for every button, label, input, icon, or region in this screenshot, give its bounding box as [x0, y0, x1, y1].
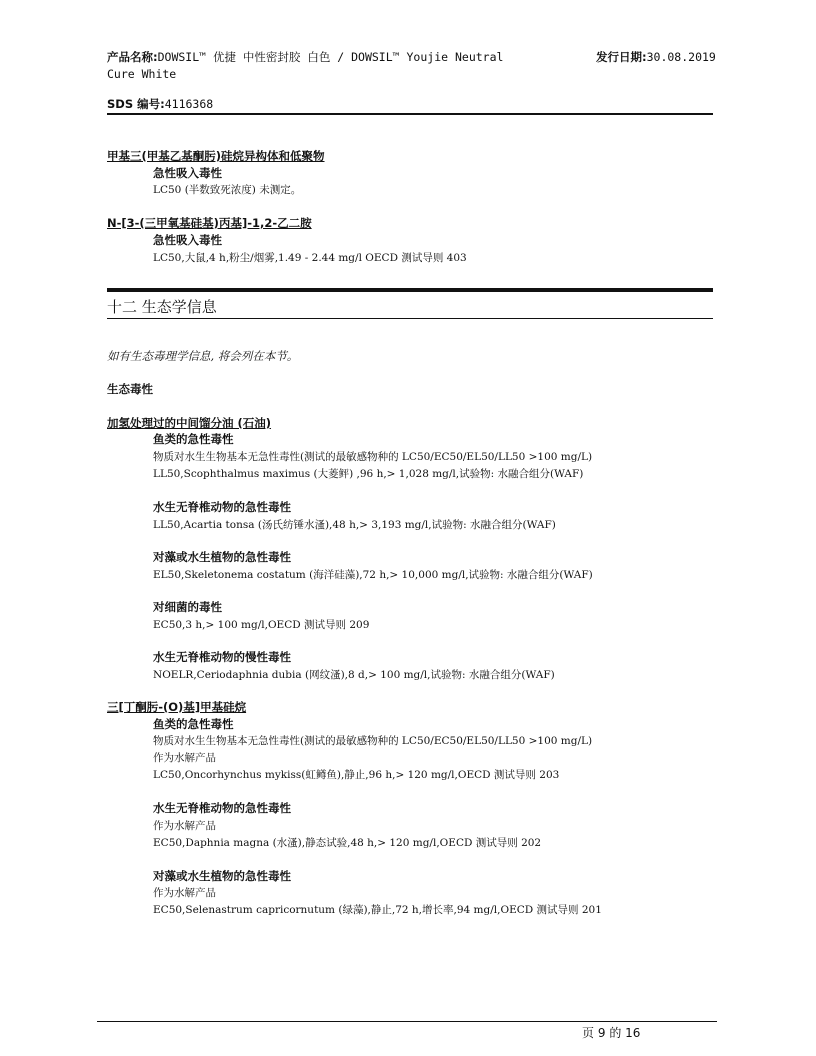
- endpoint-heading: 对细菌的毒性: [153, 600, 222, 614]
- issue-date: [596, 49, 716, 66]
- sds-number-value: 4116368: [164, 97, 214, 111]
- substance-name: N-[3-(三甲氧基硅基)丙基]-1,2-乙二胺: [107, 216, 312, 230]
- endpoint-value: EC50,Selenastrum capricornutum (绿藻),静止,72 h,增长率,94 mg/l,OECD 测试导则 201: [153, 904, 602, 916]
- endpoint-value: 物质对水生生物基本无急性毒性(测试的最敏感物种的 LC50/EC50/EL50/LL50 >100 mg/L): [153, 735, 593, 747]
- endpoint-value: 作为水解产品: [153, 752, 216, 764]
- product-name-continued: Cure White: [107, 67, 177, 81]
- endpoint-heading: 急性吸入毒性: [153, 166, 222, 180]
- substance-name: 三[丁酮肟-(O)基]甲基硅烷: [107, 700, 247, 714]
- footer-rule: [97, 1021, 717, 1022]
- endpoint-value: LC50 (半数致死浓度) 未测定。: [153, 184, 302, 196]
- page-total: 16: [625, 1026, 641, 1040]
- sds-number-label: SDS 编号:: [107, 97, 165, 111]
- sds-number: [107, 96, 213, 113]
- endpoint-heading: 对藻或水生植物的急性毒性: [153, 869, 291, 883]
- endpoint-value: LC50,Oncorhynchus mykiss(虹鳟鱼),静止,96 h,> 120 mg/l,OECD 测试导则 203: [153, 769, 560, 781]
- endpoint-value: 作为水解产品: [153, 820, 216, 832]
- endpoint-value: EC50,Daphnia magna (水溞),静态试验,48 h,> 120 mg/l,OECD 测试导则 202: [153, 837, 542, 849]
- page-prefix: 页: [582, 1026, 595, 1040]
- ecotoxicity-heading: 生态毒性: [107, 382, 153, 396]
- endpoint-heading: 急性吸入毒性: [153, 233, 222, 247]
- endpoint-value: LL50,Scophthalmus maximus (大菱鲆) ,96 h,> 1,028 mg/l,试验物: 水融合组分(WAF): [153, 468, 584, 480]
- substance-name: 加氢处理过的中间馏分油 (石油): [107, 416, 272, 430]
- endpoint-value: LL50,Acartia tonsa (汤氏纺锤水溞),48 h,> 3,193 mg/l,试验物: 水融合组分(WAF): [153, 519, 556, 531]
- header-rule: [107, 113, 713, 115]
- section-rule-top: [107, 288, 713, 292]
- page-of: 的: [609, 1026, 622, 1040]
- endpoint-heading: 水生无脊椎动物的急性毒性: [153, 500, 291, 514]
- issue-date-value: 30.08.2019: [646, 50, 716, 64]
- endpoint-heading: 对藻或水生植物的急性毒性: [153, 550, 291, 564]
- product-name-value: DOWSIL™ 优捷 中性密封胶 白色 / DOWSIL™ Youjie Neutral: [157, 50, 504, 64]
- endpoint-value: 作为水解产品: [153, 887, 216, 899]
- issue-date-label: 发行日期:: [596, 50, 647, 64]
- substance-name: 甲基三(甲基乙基酮肟)硅烷异构体和低聚物: [107, 149, 325, 163]
- product-name: [107, 49, 503, 66]
- endpoint-heading: 鱼类的急性毒性: [153, 717, 234, 731]
- endpoint-heading: 鱼类的急性毒性: [153, 432, 234, 446]
- endpoint-value: NOELR,Ceriodaphnia dubia (网纹溞),8 d,> 100 mg/l,试验物: 水融合组分(WAF): [153, 669, 555, 681]
- endpoint-value: EL50,Skeletonema costatum (海洋硅藻),72 h,> 10,000 mg/l,试验物: 水融合组分(WAF): [153, 569, 593, 581]
- product-name-label: 产品名称:: [107, 50, 158, 64]
- section-title: 十二 生态学信息: [107, 298, 217, 316]
- section-intro: 如有生态毒理学信息, 将会列在本节。: [107, 349, 299, 363]
- page-number: [582, 1024, 640, 1041]
- endpoint-value: 物质对水生生物基本无急性毒性(测试的最敏感物种的 LC50/EC50/EL50/LL50 >100 mg/L): [153, 451, 593, 463]
- endpoint-value: EC50,3 h,> 100 mg/l,OECD 测试导则 209: [153, 619, 370, 631]
- endpoint-heading: 水生无脊椎动物的慢性毒性: [153, 650, 291, 664]
- page-current: 9: [597, 1026, 606, 1040]
- endpoint-heading: 水生无脊椎动物的急性毒性: [153, 801, 291, 815]
- endpoint-value: LC50,大鼠,4 h,粉尘/烟雾,1.49 - 2.44 mg/l OECD 测试导则 403: [153, 252, 467, 264]
- section-rule-bottom: [107, 318, 713, 319]
